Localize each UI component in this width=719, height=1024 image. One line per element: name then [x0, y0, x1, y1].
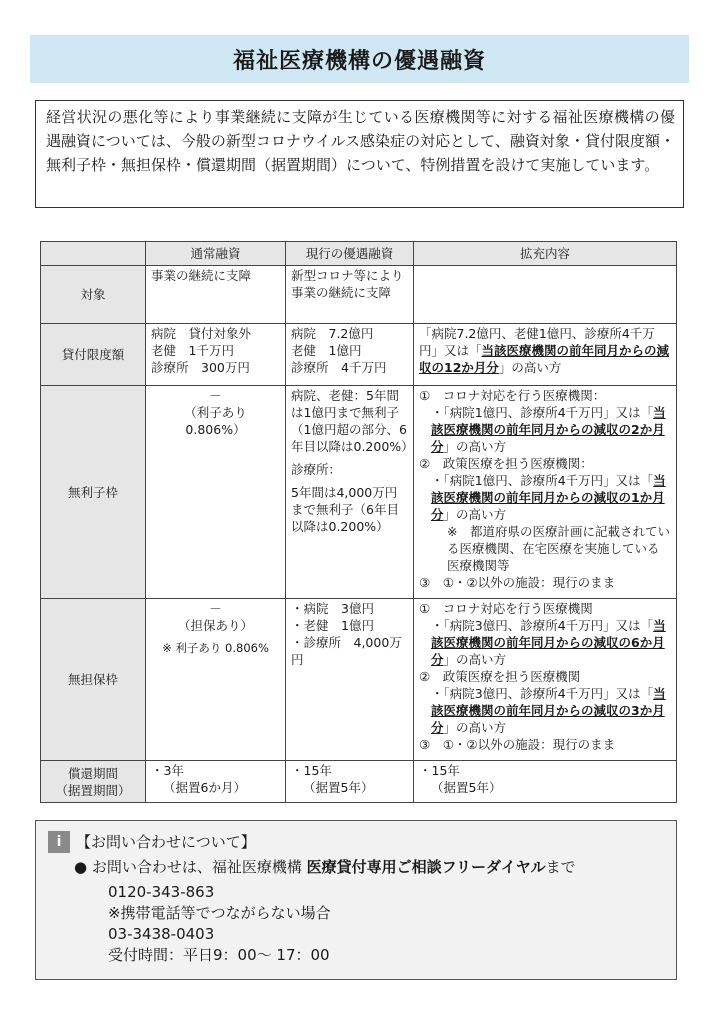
cell-line — [419, 404, 671, 455]
row-label — [41, 761, 146, 803]
cell-line: 5年間は4,000万円まで無利子（6年目以降は0.200%） — [291, 485, 399, 534]
cell-line: ・診療所 4,000万円 — [291, 635, 402, 667]
cell-note: ※ 都道府県の医療計画に記載されている医療機関、在宅医療を実施している医療機関等 — [447, 524, 670, 573]
cell-line: ・15年 — [291, 763, 332, 778]
cell-line: ① コロナ対応を行う医療機関： — [419, 388, 606, 403]
cell-line: 診療所： — [291, 462, 342, 477]
cell-current — [286, 386, 414, 599]
cell-expanded — [414, 266, 677, 324]
cell-expanded — [414, 386, 677, 599]
cell-normal: 事業の継続に支障 — [146, 266, 286, 324]
cell-line: ・15年 — [419, 763, 460, 778]
row-label: 無利子枠 — [41, 386, 146, 599]
cell-line: ・病院 3億円 — [291, 601, 374, 616]
cell-line — [419, 472, 671, 523]
cell-line: ・老健 1億円 — [291, 618, 374, 633]
text-part: ・「病院1億円、診療所4千万円」又は「 — [431, 405, 654, 420]
cell-line: 病院 貸付対象外 — [151, 326, 252, 341]
phone-primary: 0120-343-863 — [108, 883, 215, 901]
business-hours: 受付時間：平日9：00～ 17：00 — [108, 946, 330, 964]
row-label: 貸付限度額 — [41, 324, 146, 386]
cell-current — [286, 324, 414, 386]
highlight-text: 当該医療機関の前年同月からの減収の1か月分 — [431, 473, 666, 522]
mobile-note: ※携帯電話等でつながらない場合 — [108, 904, 331, 922]
cell-line: 老健 1千万円 — [151, 343, 234, 358]
text-part: ・「病院3億円、診療所4千万円」又は「 — [431, 686, 654, 701]
text-part: ・「病院3億円、診療所4千万円」又は「 — [431, 618, 654, 633]
header-current: 現行の優遇融資 — [286, 242, 414, 266]
table-row-unsecured — [41, 599, 677, 761]
highlight-text: 当該医療機関の前年同月からの減収の2か月分 — [431, 405, 666, 454]
cell-line — [419, 617, 671, 668]
contact-box — [35, 820, 677, 980]
cell-line: 診療所 300万円 — [151, 360, 250, 375]
contact-header — [48, 831, 664, 853]
cell-current — [286, 761, 414, 803]
header-empty — [41, 242, 146, 266]
cell-expanded — [414, 761, 677, 803]
phone-secondary: 03-3438-0403 — [108, 925, 215, 943]
text-part: 「病院7.2億円、老健1億円、診療所4千万円」又は「 — [419, 326, 655, 358]
loan-table — [40, 241, 677, 803]
cell-line: ③ ①・②以外の施設：現行のまま — [419, 575, 616, 590]
row-label: 無担保枠 — [41, 599, 146, 761]
cell-normal — [146, 761, 286, 803]
text-part: 」の高い方 — [443, 720, 507, 735]
cell-expanded — [414, 324, 677, 386]
highlight-text: 当該医療機関の前年同月からの減収の12か月分 — [419, 343, 670, 375]
cell-line: － — [209, 601, 222, 616]
bullet-icon: ● — [74, 858, 88, 876]
cell-line: 病院、老健：5年間は1億円まで無利子（1億円超の部分、6年目以降は0.200%） — [291, 388, 414, 454]
cell-current — [286, 599, 414, 761]
cell-line: （利子あり — [184, 405, 247, 420]
title-banner — [30, 35, 689, 83]
text-part: お問い合わせは、福祉医療機構 — [91, 858, 307, 876]
table-row-limit — [41, 324, 677, 386]
cell-line: （据置5年） — [303, 780, 374, 795]
cell-current: 新型コロナ等により事業の継続に支障 — [286, 266, 414, 324]
table-row-target — [41, 266, 677, 324]
cell-expanded — [414, 599, 677, 761]
row-label: 対象 — [41, 266, 146, 324]
cell-line — [419, 685, 671, 736]
highlight-text: 当該医療機関の前年同月からの減収の3か月分 — [431, 686, 666, 735]
header-normal: 通常融資 — [146, 242, 286, 266]
table-header-row — [41, 242, 677, 266]
highlight-text: 当該医療機関の前年同月からの減収の6か月分 — [431, 618, 666, 667]
cell-line: 病院 7.2億円 — [291, 326, 374, 341]
cell-line: 老健 1億円 — [291, 343, 362, 358]
cell-normal — [146, 599, 286, 761]
cell-line: 診療所 4千万円 — [291, 360, 387, 375]
cell-normal — [146, 324, 286, 386]
cell-line: ③ ①・②以外の施設：現行のまま — [419, 737, 616, 752]
intro-box — [35, 100, 684, 208]
table-row-interest-free — [41, 386, 677, 599]
row-label-line: （据置期間） — [55, 782, 131, 798]
cell-line: ※ 利子あり 0.806% — [162, 641, 269, 655]
freedial-label: 医療貸付専用ご相談フリーダイヤル — [306, 858, 546, 876]
text-part: まで — [545, 858, 576, 876]
intro-text: 経営状況の悪化等により事業継続に支障が生じている医療機関等に対する福祉医療機構の優遇融資については、今般の新型コロナウイルス感染症の対応として、融資対象・貸付限度額・無利子枠・無担保枠・償還期間（据置期間）について、特例措置を設けて実施しています。 — [46, 108, 675, 174]
header-expanded: 拡充内容 — [414, 242, 677, 266]
cell-line: ② 政策医療を担う医療機関： — [419, 456, 593, 471]
cell-line: － — [209, 388, 222, 403]
text-part: ・「病院1億円、診療所4千万円」又は「 — [431, 473, 654, 488]
contact-line — [74, 857, 664, 878]
text-part: 」の高い方 — [443, 652, 507, 667]
page-title: 福祉医療機構の優遇融資 — [232, 48, 486, 74]
cell-line: ② 政策医療を担う医療機関 — [419, 669, 581, 684]
info-icon: i — [48, 831, 70, 853]
cell-line: 0.806%） — [185, 422, 246, 437]
text-part: 」の高い方 — [443, 439, 507, 454]
cell-line: ① コロナ対応を行う医療機関 — [419, 601, 593, 616]
text-part: 」の高い方 — [443, 507, 507, 522]
cell-line: ・3年 — [151, 763, 184, 778]
cell-line: （据置5年） — [431, 780, 502, 795]
table-row-repayment — [41, 761, 677, 803]
row-label-line: 償還期間 — [67, 765, 118, 781]
text-part: 」の高い方 — [498, 360, 562, 375]
cell-line: （据置6か月） — [163, 780, 246, 795]
cell-line: （担保あり） — [177, 618, 253, 633]
contact-heading: 【お問い合わせについて】 — [76, 832, 256, 851]
cell-normal — [146, 386, 286, 599]
